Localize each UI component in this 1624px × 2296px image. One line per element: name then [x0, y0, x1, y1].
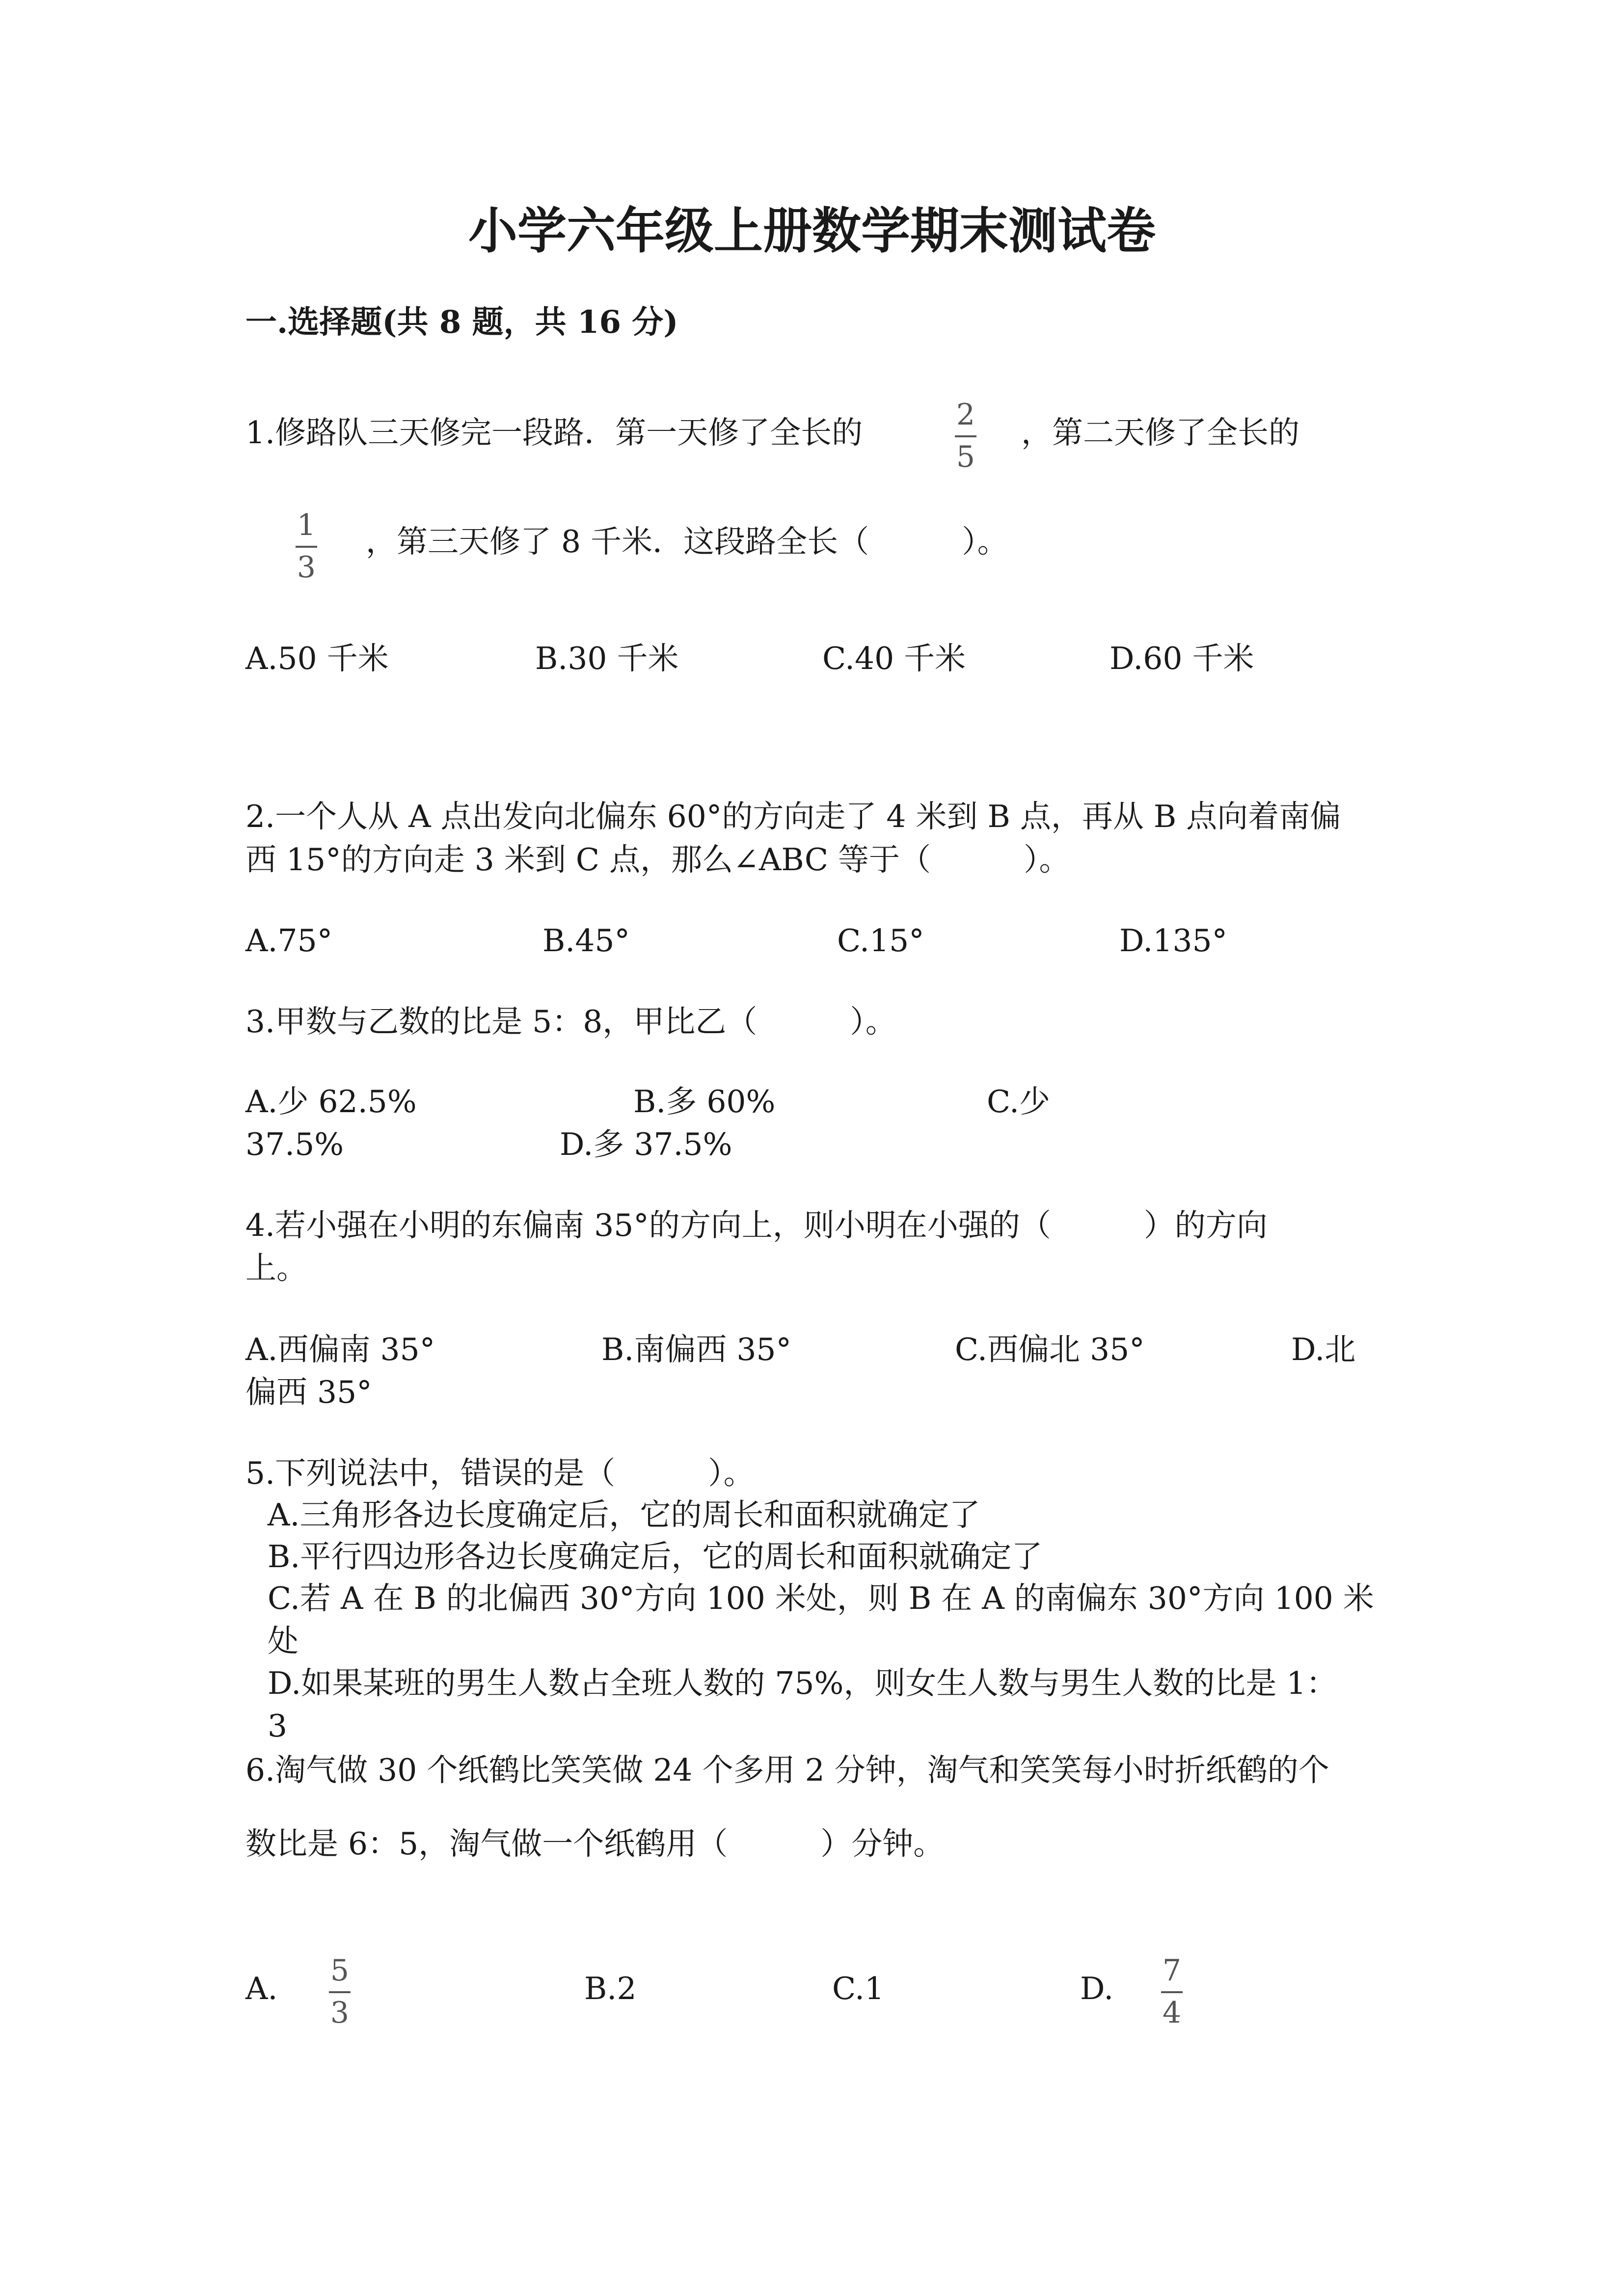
- fraction-denominator: 3: [297, 550, 316, 585]
- fraction-denominator: 5: [956, 440, 975, 474]
- fraction-numerator: 2: [956, 398, 975, 432]
- q3-option-b[interactable]: B.多 60%: [633, 1084, 776, 1120]
- page-title: 小学六年级上册数学期末测试卷: [468, 202, 1156, 260]
- q2-text-line1: 2.一个人从 A 点出发向北偏东 60°的方向走了 4 米到 B 点，再从 B 点向着南偏: [245, 799, 1341, 834]
- fraction-bar: [296, 546, 317, 548]
- q2-option-d[interactable]: D.135°: [1119, 923, 1228, 959]
- q6-option-d[interactable]: D.: [1080, 1971, 1114, 2006]
- q1-text-line2: ，第三天修了 8 千米．这段路全长（ ）。: [366, 524, 1008, 560]
- q6-option-a-fraction: [329, 1953, 351, 2030]
- q3-option-a[interactable]: A.少 62.5%: [245, 1084, 417, 1120]
- q3-text-line1: 3.甲数与乙数的比是 5：8，甲比乙（ ）。: [245, 1004, 896, 1040]
- q1-fraction-2-5: [955, 400, 976, 472]
- q3-option-c-cont: 37.5%: [245, 1126, 344, 1162]
- fraction-bar: [1161, 1991, 1183, 1993]
- q6-text-line2: 数比是 6：5，淘气做一个纸鹤用（ ）分钟。: [245, 1826, 945, 1862]
- q4-option-c[interactable]: C.西偏北 35°: [955, 1332, 1145, 1367]
- q2-option-a[interactable]: A.75°: [245, 923, 333, 959]
- q4-option-d-cont: 偏西 35°: [245, 1374, 372, 1410]
- q6-option-d-fraction: [1161, 1953, 1183, 2030]
- q4-text-line2: 上。: [245, 1250, 307, 1286]
- q5-option-d-cont: 3: [268, 1708, 288, 1744]
- q2-option-b[interactable]: B.45°: [542, 923, 630, 959]
- fraction-numerator: 7: [1162, 1953, 1182, 1988]
- q1-fraction-1-3: [296, 508, 317, 585]
- q1-option-b[interactable]: B.30 千米: [535, 641, 679, 676]
- q5-option-d[interactable]: D.如果某班的男生人数占全班人数的 75%，则女生人数与男生人数的比是 1：: [268, 1665, 1337, 1701]
- q1-option-d[interactable]: D.60 千米: [1110, 641, 1254, 676]
- q6-option-b[interactable]: B.2: [584, 1971, 637, 2006]
- q4-option-b[interactable]: B.南偏西 35°: [601, 1332, 792, 1367]
- fraction-bar: [955, 435, 976, 437]
- section-heading: 一.选择题(共 8 题，共 16 分): [245, 304, 678, 341]
- q1-text-line1-cont: ，第二天修了全长的: [1021, 415, 1299, 451]
- q2-option-c[interactable]: C.15°: [837, 923, 924, 959]
- q5-text-line1: 5.下列说法中，错误的是（ ）。: [245, 1455, 755, 1491]
- q5-option-b[interactable]: B.平行四边形各边长度确定后，它的周长和面积就确定了: [268, 1539, 1043, 1575]
- fraction-denominator: 4: [1162, 1996, 1182, 2030]
- q1-option-c[interactable]: C.40 千米: [822, 641, 966, 676]
- q1-option-a[interactable]: A.50 千米: [245, 641, 389, 676]
- fraction-bar: [329, 1991, 351, 1993]
- q5-option-a[interactable]: A.三角形各边长度确定后，它的周长和面积就确定了: [268, 1497, 980, 1533]
- q1-text-line1: 1.修路队三天修完一段路．第一天修了全长的: [245, 415, 863, 451]
- q5-option-c-cont: 处: [268, 1623, 298, 1659]
- q4-text-line1: 4.若小强在小明的东偏南 35°的方向上，则小明在小强的（ ）的方向: [245, 1207, 1268, 1243]
- q4-option-d[interactable]: D.北: [1291, 1332, 1356, 1367]
- fraction-denominator: 3: [330, 1996, 350, 2030]
- fraction-numerator: 1: [297, 508, 316, 542]
- q3-option-d[interactable]: D.多 37.5%: [560, 1126, 732, 1162]
- q6-text-line1: 6.淘气做 30 个纸鹤比笑笑做 24 个多用 2 分钟，淘气和笑笑每小时折纸鹤的个: [245, 1752, 1329, 1788]
- q4-option-a[interactable]: A.西偏南 35°: [245, 1332, 435, 1367]
- q6-option-a[interactable]: A.: [245, 1971, 278, 2006]
- q2-text-line2: 西 15°的方向走 3 米到 C 点，那么∠ABC 等于（ ）。: [245, 842, 1070, 878]
- q6-option-c[interactable]: C.1: [832, 1971, 885, 2006]
- q5-option-c[interactable]: C.若 A 在 B 的北偏西 30°方向 100 米处，则 B 在 A 的南偏东 30°方向 100 米: [268, 1580, 1374, 1616]
- fraction-numerator: 5: [330, 1953, 350, 1988]
- q3-option-c[interactable]: C.少: [987, 1084, 1050, 1120]
